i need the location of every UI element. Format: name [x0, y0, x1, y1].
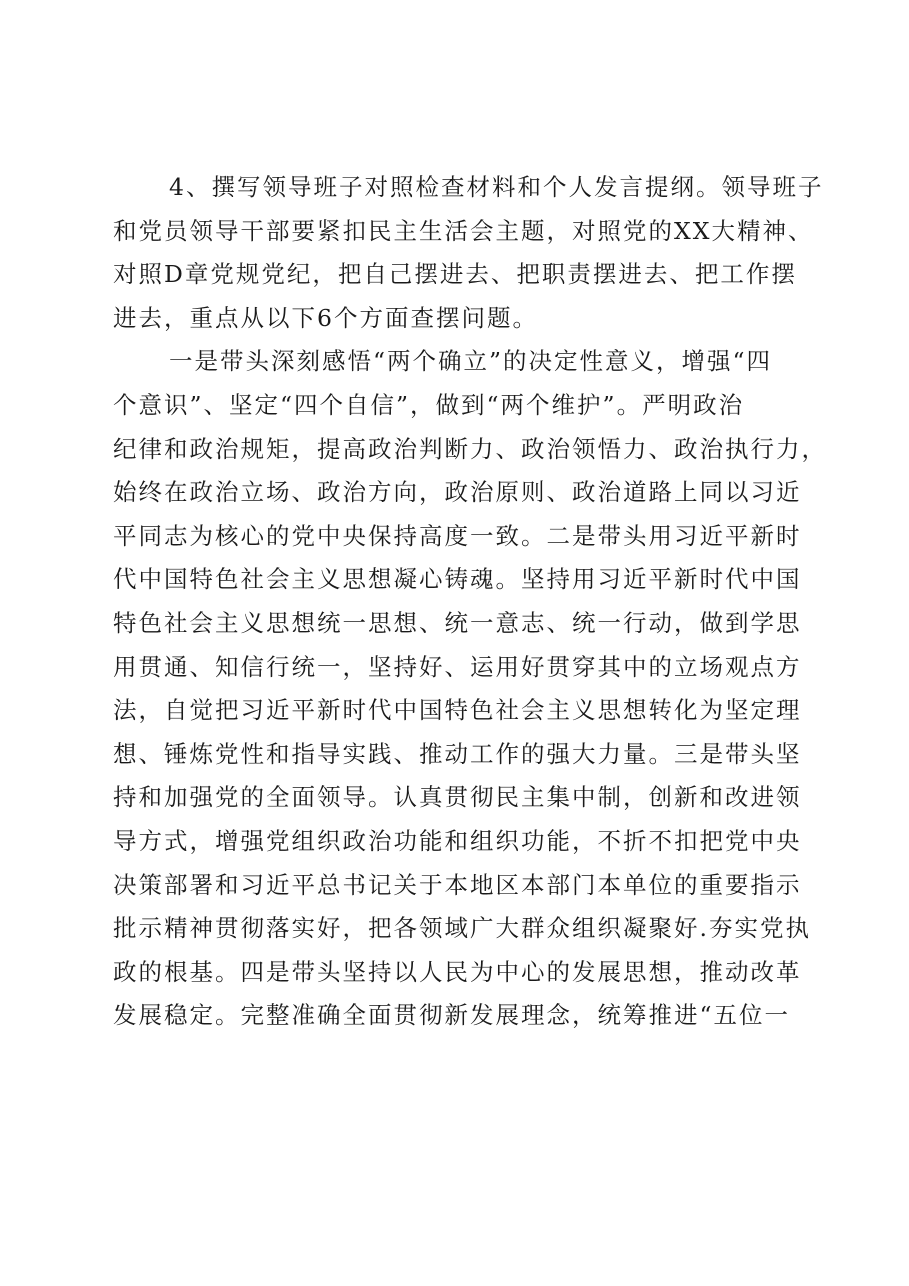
text-line: 始终在政治立场、政治方向，政治原则、政治道路上同以习近 — [113, 478, 802, 507]
text-line: 政的根基。四是带头坚持以人民为中心的发展思想，推动改革 — [113, 957, 802, 986]
text-line: 一是带头深刻感悟“两个确立”的决定性意义，增强“四 — [169, 347, 773, 376]
text-line: 4、撰写领导班子对照检查材料和个人发言提纲。领导班子 — [169, 173, 824, 201]
text-line: 批示精神贯彻落实好，把各领域广大群众组织凝聚好.夯实党执 — [113, 914, 811, 943]
text-line: 决策部署和习近平总书记关于本地区本部门本单位的重要指示 — [113, 870, 802, 899]
text-line: 平同志为核心的党中央保持高度一致。二是带头用习近平新时 — [113, 521, 802, 550]
text-line: 法，自觉把习近平新时代中国特色社会主义思想转化为坚定理 — [113, 696, 802, 725]
paragraph-2 — [113, 340, 827, 1038]
text-line: 对照D章党规党纪，把自己摆进去、把职责摆进去、把工作摆 — [113, 260, 797, 289]
text-line: 代中国特色社会主义思想凝心铸魂。坚持用习近平新时代中国 — [113, 565, 802, 594]
text-line: 想、锤炼党性和指导实践、推动工作的强大力量。三是带头坚 — [113, 739, 802, 768]
text-line: 发展稳定。完整准确全面贯彻新发展理念，统筹推进“五位一 — [113, 1001, 791, 1030]
text-line: 持和加强党的全面领导。认真贯彻民主集中制，创新和改进领 — [113, 783, 802, 812]
text-line: 纪律和政治规矩，提高政治判断力、政治领悟力、政治执行力， — [113, 434, 827, 463]
text-line: 导方式，增强党组织政治功能和组织功能，不折不扣把党中央 — [113, 826, 802, 855]
text-line: 个意识”、坚定“四个自信”，做到“两个维护”。严明政治 — [113, 390, 745, 419]
text-line: 用贯通、知信行统一，坚持好、运用好贯穿其中的立场观点方 — [113, 652, 802, 681]
document-body — [113, 166, 827, 1038]
text-line: 进去，重点从以下6个方面查摆问题。 — [113, 303, 538, 332]
text-line: 特色社会主义思想统一思想、统一意志、统一行动，做到学思 — [113, 608, 802, 637]
text-line: 和党员领导干部要紧扣民主生活会主题，对照党的XX大精神、 — [113, 216, 814, 245]
paragraph-1 — [113, 166, 824, 340]
